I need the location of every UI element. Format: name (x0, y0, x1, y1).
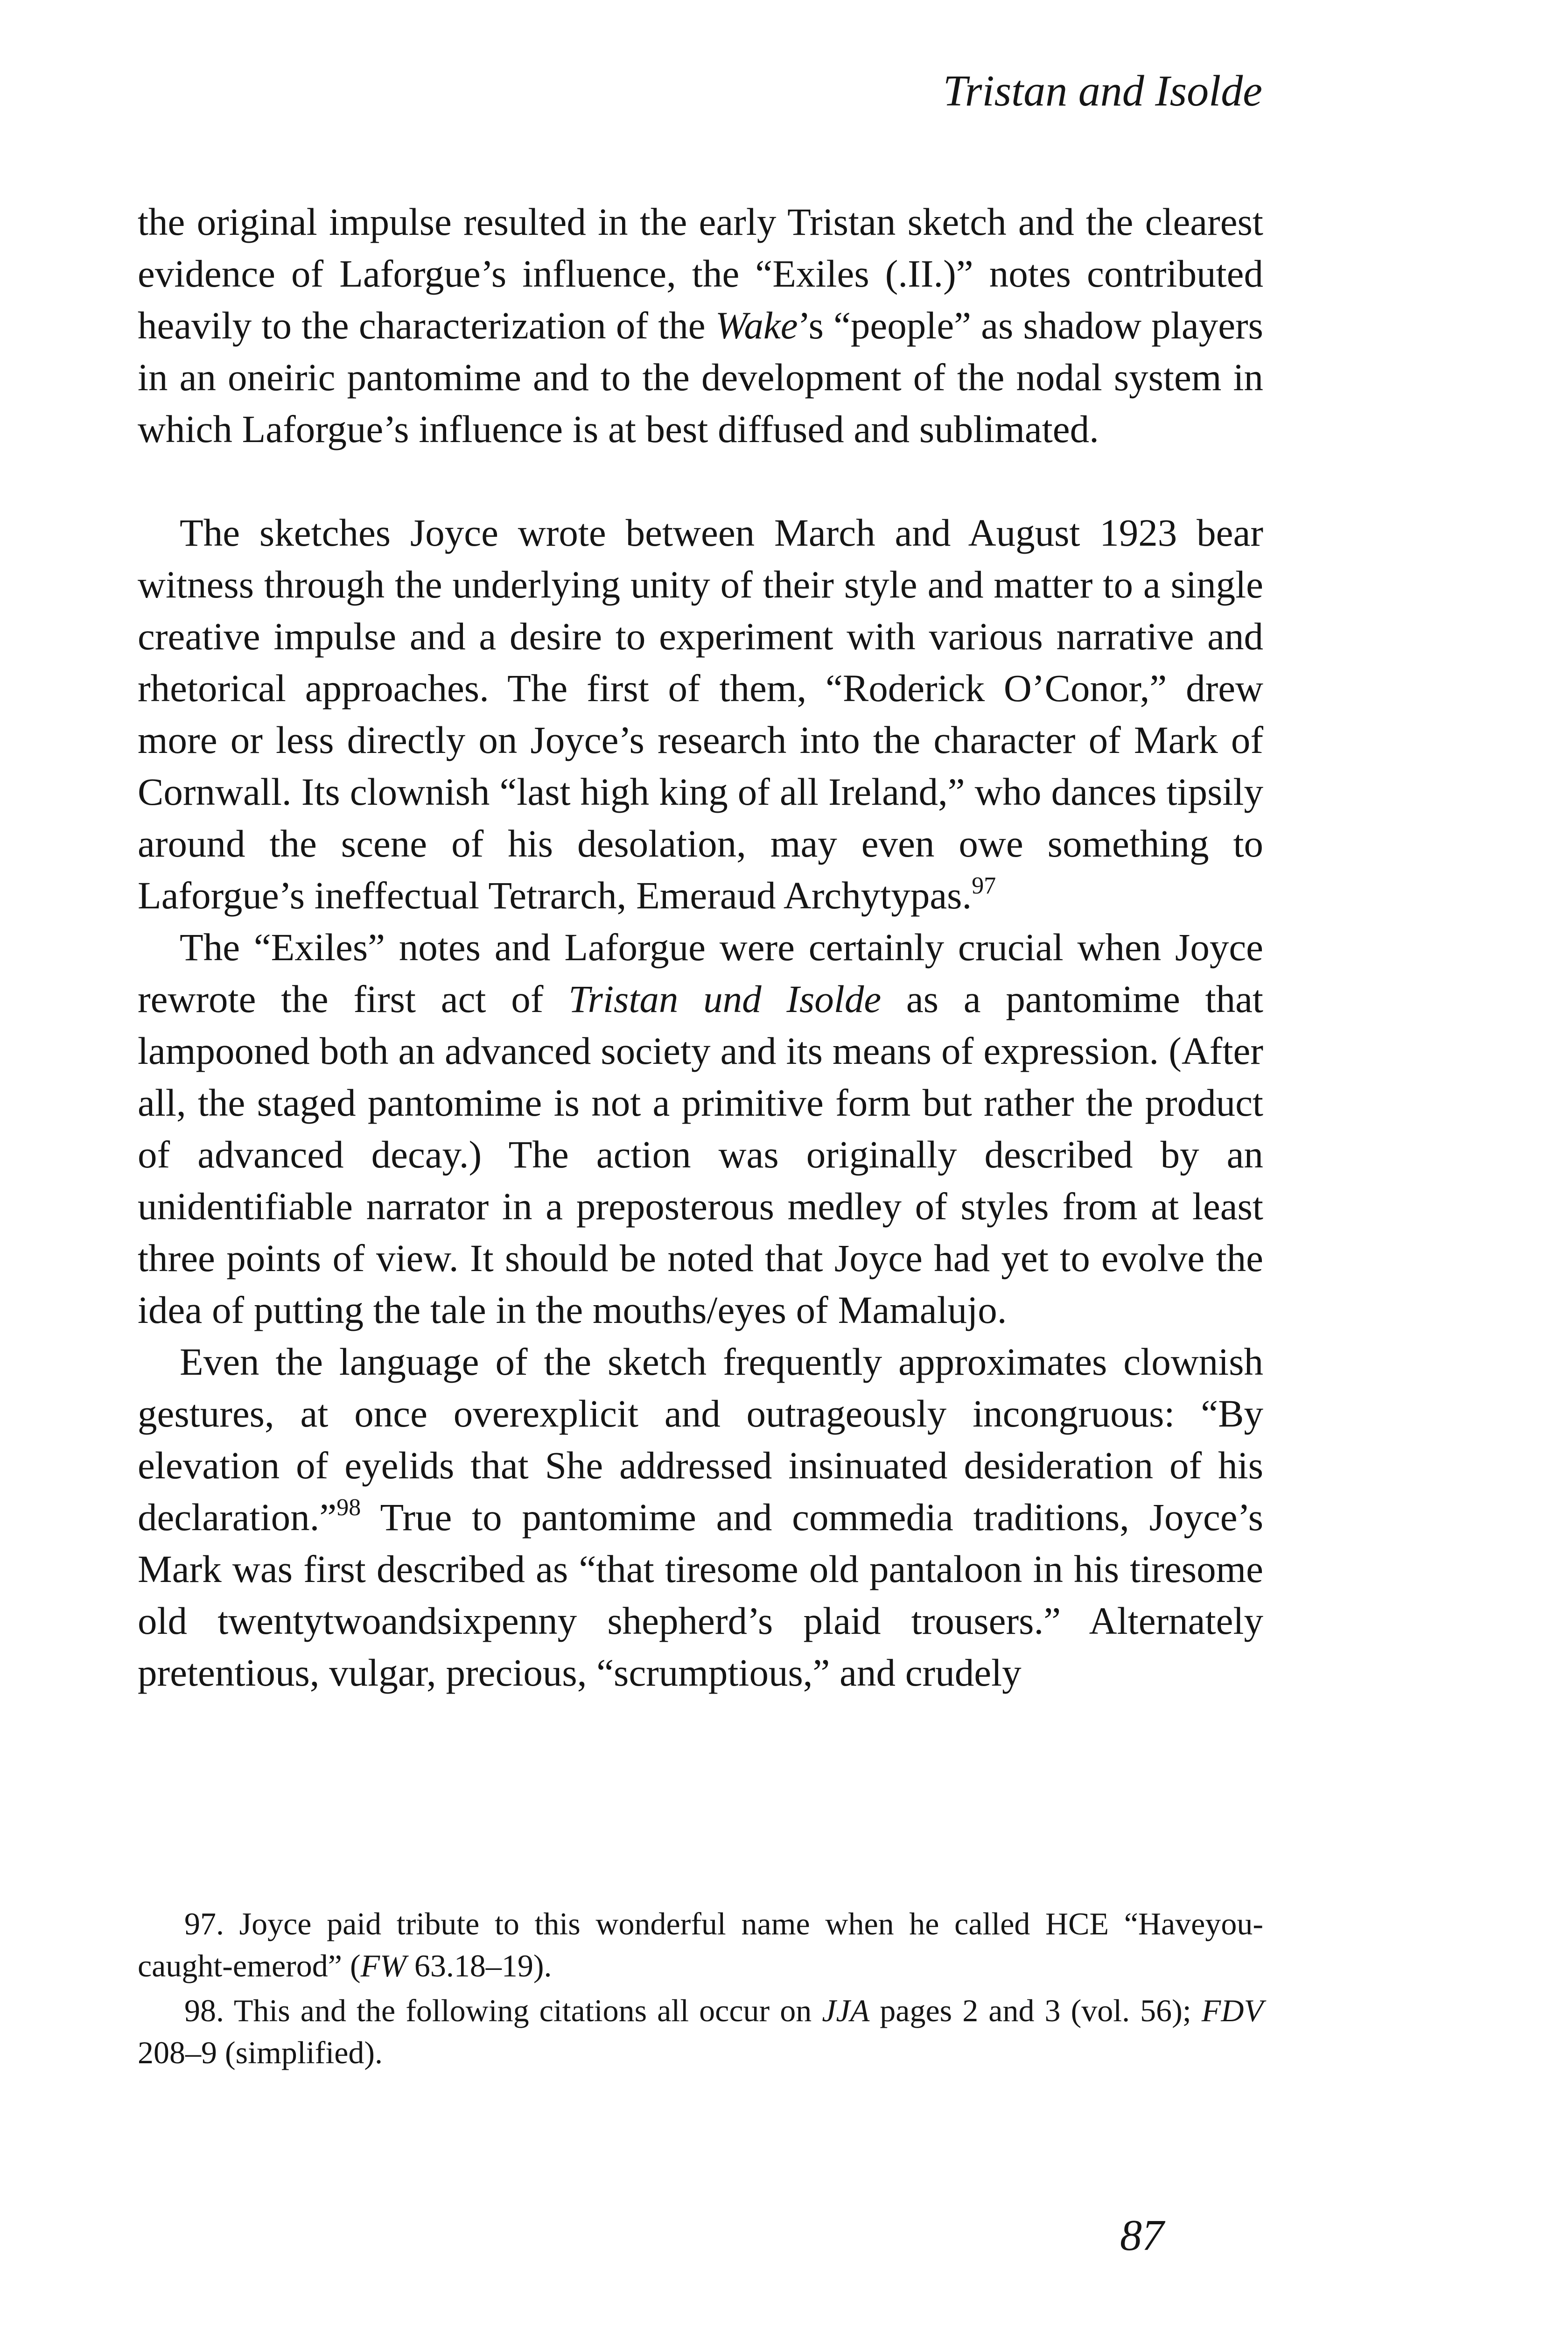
paragraph-continuation (138, 196, 1263, 455)
paragraph-sketches (138, 507, 1263, 921)
page-number: 87 (1120, 2211, 1164, 2260)
footnote-ref-98: 98 (336, 1494, 361, 1521)
tristan-und-isolde-title: Tristan und Isolde (568, 977, 882, 1020)
wake-title: Wake (715, 304, 798, 347)
paragraph-language (138, 1336, 1263, 1699)
jja-abbrev: JJA (822, 1993, 870, 2028)
footnote-98 (138, 1990, 1263, 2074)
paragraph-1-end: ’s “people” as shadow players in an oneiric pantomime and to the development of the nodal system in which Laforgue’s influence is at best diffused and sublimated. (138, 304, 1263, 450)
paragraph-3-text: The “Exiles” notes and Laforgue were certainly crucial when Joyce rewrote the first act of (138, 926, 1263, 1020)
paragraph-2-text: The sketches Joyce wrote between March and August 1923 bear witness through the underlying unity of their style and matter to a single creative impulse and a desire to experiment with various narrative and rhetorical approaches. The first of them, “Roderick O’Conor,” drew more or less directly on Joyce’s research into the character of Mark of Cornwall. Its clownish “last high king of all Ireland,” who dances tipsily around the scene of his desolation, may even owe something to Laforgue’s ineffectual Tetrarch, Emeraud Archytypas. (138, 511, 1263, 917)
footnote-97 (138, 1903, 1263, 1987)
paragraph-4-text: Even the language of the sketch frequently approximates clownish gestures, at once overexplicit and outrageously incongruous: “By elevation of eyelids that She addressed insinuated desideration of his declaration.” (138, 1340, 1263, 1539)
footnote-97-text: 97. Joyce paid tribute to this wonderful name when he called HCE “Haveyou-caught-emerod” ( (138, 1906, 1263, 1983)
paragraph-1-text: the original impulse resulted in the early Tristan sketch and the clearest evidence of Laforgue’s influence, the “Exiles (.II.)” notes contributed heavily to the characterization of the (138, 200, 1263, 347)
footnote-98-mid: pages 2 and 3 (vol. 56); (869, 1993, 1202, 2028)
fdv-abbrev: FDV (1201, 1993, 1263, 2028)
paragraph-3-end: as a pantomime that lampooned both an advanced society and its means of expression. (After all, the staged pantomime is not a primitive form but rather the product of advanced decay.) The action was originally described by an unidentifiable narrator in a preposterous medley of styles from at least three points of view. It should be noted that Joyce had yet to evolve the idea of putting the tale in the mouths/eyes of Mamalujo. (138, 977, 1263, 1331)
footnotes (138, 1903, 1263, 2074)
footnote-ref-97: 97 (972, 872, 996, 899)
footnote-98-end: 208–9 (simplified). (138, 2035, 383, 2070)
fw-abbrev: FW (360, 1948, 406, 1983)
paragraph-exiles-notes (138, 921, 1263, 1336)
body-text (138, 196, 1263, 1699)
paragraph-4-end: True to pantomime and commedia traditions, Joyce’s Mark was first described as “that tiresome old pantaloon in his tiresome old twentytwoandsixpenny shepherd’s plaid trousers.” Alternately pretentious, vulgar, precious, “scrumptious,” and crudely (138, 1496, 1263, 1694)
footnote-98-text: 98. This and the following citations all occur on (184, 1993, 822, 2028)
running-head: Tristan and Isolde (943, 67, 1262, 115)
footnote-97-end: 63.18–19). (406, 1948, 552, 1983)
